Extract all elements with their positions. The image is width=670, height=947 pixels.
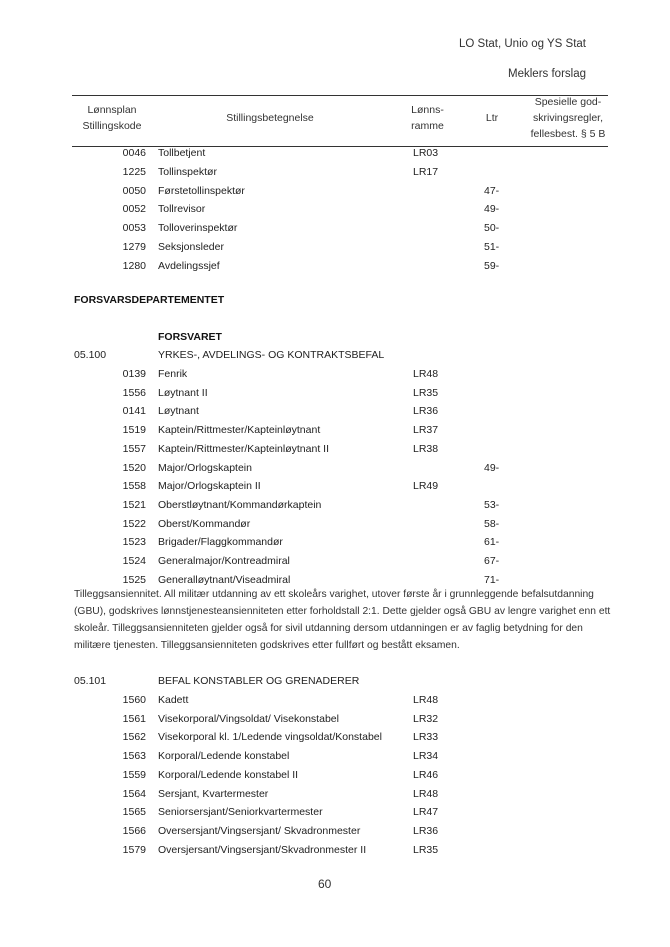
salary-step: 53-: [484, 498, 500, 511]
position-code: 0046: [122, 147, 146, 159]
position-code: 1566: [122, 824, 146, 837]
salary-step: 59-: [484, 259, 500, 272]
plan-code: 05.101: [74, 675, 107, 687]
salary-step: 71-: [484, 573, 500, 586]
salary-frame: LR38: [413, 442, 439, 455]
position-code: 0053: [122, 222, 146, 235]
header-bottom-rule: [72, 146, 608, 147]
position-code: 1520: [122, 461, 146, 474]
salary-frame: LR47: [413, 806, 439, 819]
salary-frame: LR33: [413, 731, 439, 744]
position-title: Visekorporal kl. 1/Ledende vingsoldat/Konstabel: [158, 731, 382, 744]
position-code: 1563: [122, 750, 146, 763]
salary-step: 50-: [484, 222, 500, 235]
position-code: 1525: [122, 573, 146, 586]
position-code: 1560: [122, 694, 146, 706]
col-header-title: Stillingsbetegnelse: [226, 112, 314, 124]
position-title: Tollrevisor: [158, 203, 206, 216]
position-code: 1522: [122, 517, 146, 530]
position-title: Oversjersant/Vingsersjant/Skvadronmester II: [158, 843, 367, 856]
position-code: 1557: [122, 442, 146, 455]
position-code: 1562: [122, 731, 146, 744]
sub-heading: FORSVARET: [158, 331, 222, 343]
position-code: 1559: [122, 768, 146, 781]
position-title: Generalløytnant/Viseadmiral: [158, 573, 291, 586]
position-code: 1521: [122, 498, 146, 511]
position-title: Seksjonsleder: [158, 241, 224, 253]
salary-frame: LR36: [413, 824, 439, 837]
salary-frame: LR35: [413, 386, 439, 399]
position-title: Major/Orlogskaptein: [158, 461, 252, 474]
position-code: 0052: [122, 203, 146, 216]
salary-frame: LR48: [413, 368, 439, 380]
position-code: 1564: [122, 787, 146, 800]
salary-frame: LR49: [413, 480, 439, 493]
position-title: Tollbetjent: [158, 147, 206, 159]
position-title: Visekorporal/Vingsoldat/ Visekonstabel: [158, 712, 339, 725]
position-title: Korporal/Ledende konstabel: [158, 750, 290, 763]
position-code: 1556: [122, 386, 146, 399]
salary-frame: LR46: [413, 768, 439, 781]
position-title: Tollinspektør: [158, 165, 217, 178]
salary-frame: LR17: [413, 165, 439, 178]
position-code: 1558: [122, 480, 146, 493]
salary-frame: LR32: [413, 712, 439, 725]
col-header-ltr: Ltr: [485, 112, 499, 124]
position-title: Løytnant II: [158, 386, 208, 399]
salary-frame: LR48: [413, 787, 439, 800]
position-code: 0139: [122, 368, 146, 380]
supplementary-seniority-note: Tilleggsansiennitet. All militær utdanning av ett skoleårs varighet, utover første år i grunnleggende befalsutdanning (GBU), godskrives lønnstjenesteansienniteten etter forholdstall 2:1. Dette gjelder også GBU av lengre varighet enn ett skoleår. Tilleggsansienniteten gjelder også for sivil utdanning dersom utdanningen er av faglig betydning for den militære tjenesten. Tilleggsansienniteten godskrives etter fullført og bestått eksamen.: [74, 589, 611, 651]
col-header-ramme: Lønns- ramme: [411, 104, 444, 132]
position-title: Brigader/Flaggkommandør: [158, 536, 283, 549]
header-org: LO Stat, Unio og YS Stat: [459, 38, 586, 50]
col-header-plan: Lønnsplan Stillingskode: [82, 104, 142, 132]
position-code: 1225: [122, 165, 146, 178]
position-code: 1519: [122, 424, 146, 437]
plan-title: YRKES-, AVDELINGS- OG KONTRAKTSBEFAL: [158, 349, 385, 361]
salary-frame: LR48: [413, 694, 439, 706]
position-title: Oberst/Kommandør: [158, 517, 251, 530]
position-title: Oberstløytnant/Kommandørkaptein: [158, 498, 322, 511]
position-title: Kadett: [158, 694, 189, 706]
salary-step: 51-: [484, 241, 500, 253]
salary-frame: LR03: [413, 147, 439, 159]
plan-code: 05.100: [74, 349, 107, 361]
position-title: Fenrik: [158, 368, 188, 380]
position-code: 1579: [122, 843, 146, 856]
position-title: Løytnant: [158, 405, 199, 418]
position-code: 1565: [122, 806, 146, 819]
header-proposal: Meklers forslag: [508, 68, 586, 80]
position-title: Tolloverinspektør: [158, 222, 238, 235]
position-code: 0141: [122, 405, 146, 418]
position-title: Kaptein/Rittmester/Kapteinløytnant II: [158, 442, 329, 455]
position-title: Avdelingssjef: [158, 259, 220, 272]
salary-frame: LR36: [413, 405, 439, 418]
position-title: Korporal/Ledende konstabel II: [158, 768, 299, 781]
col-header-special: Spesielle god- skrivingsregler, fellesbest. § 5 B: [530, 96, 606, 140]
salary-frame: LR34: [413, 750, 439, 763]
salary-step: 49-: [484, 203, 500, 216]
salary-step: 67-: [484, 555, 500, 567]
department-heading: FORSVARSDEPARTEMENTET: [74, 294, 225, 306]
position-title: Kaptein/Rittmester/Kapteinløytnant: [158, 424, 321, 437]
position-code: 0050: [122, 184, 146, 197]
position-code: 1523: [122, 536, 146, 549]
salary-step: 47-: [484, 184, 500, 197]
position-code: 1561: [122, 712, 146, 725]
position-code: 1524: [122, 555, 146, 567]
salary-step: 61-: [484, 536, 500, 549]
position-title: Oversersjant/Vingsersjant/ Skvadronmester: [158, 824, 361, 837]
position-title: Sersjant, Kvartermester: [158, 787, 269, 800]
position-title: Generalmajor/Kontreadmiral: [158, 555, 290, 567]
position-title: Major/Orlogskaptein II: [158, 480, 261, 493]
position-title: Førstetollinspektør: [158, 184, 245, 197]
page-number: 60: [318, 877, 332, 891]
salary-frame: LR37: [413, 424, 439, 437]
position-code: 1279: [122, 241, 146, 253]
plan-title: BEFAL KONSTABLER OG GRENADERER: [158, 675, 360, 687]
salary-frame: LR35: [413, 843, 439, 856]
salary-step: 58-: [484, 517, 500, 530]
salary-step: 49-: [484, 461, 500, 474]
position-title: Seniorsersjant/Seniorkvartermester: [158, 806, 323, 819]
position-code: 1280: [122, 259, 146, 272]
